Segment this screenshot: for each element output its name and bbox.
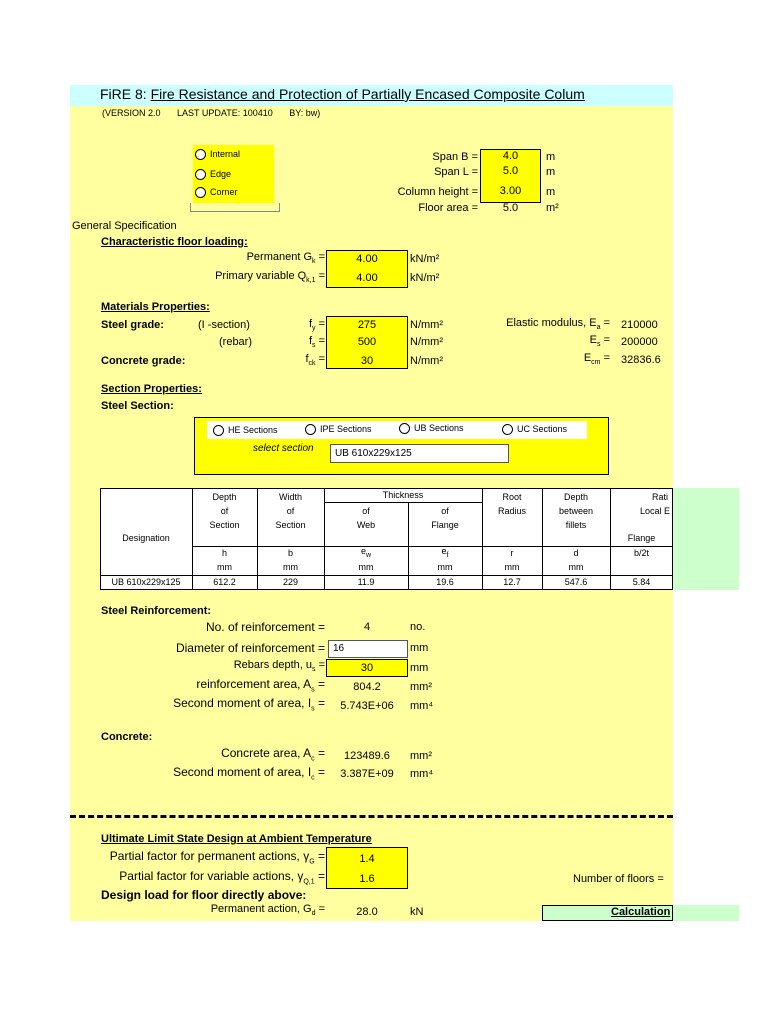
radio-ub-sections[interactable]: UB Sections (399, 423, 464, 434)
perm-action-unit: kN (410, 906, 424, 918)
th-depth: Depth of Section (209, 492, 240, 530)
column-height-label: Column height = (397, 186, 478, 198)
steel-moment-value: 5.743E+06 (340, 700, 394, 712)
concrete-heading: Concrete: (101, 731, 153, 743)
section-divider (70, 815, 673, 818)
calculation-button[interactable]: Calculation (611, 906, 671, 918)
page-title: FiRE 8: Fire Resistance and Protection of Partially Encased Composite Colum (100, 86, 585, 102)
rebar-depth-label: Rebars depth, $u_s$ = (233, 659, 325, 674)
concrete-grade-label: Concrete grade: (101, 355, 186, 367)
diameter-dropdown[interactable]: 16 (328, 640, 408, 658)
fy-unit: N/mm² (410, 319, 443, 331)
num-reinforcement-unit: no. (410, 621, 426, 633)
radio-uc-sections[interactable]: UC Sections (502, 424, 567, 435)
permanent-load-label: Permanent $G_k$ = (246, 251, 325, 266)
floor-area-label: Floor area = (418, 202, 478, 214)
span-l-unit: m (546, 166, 556, 178)
unit-ew: mm (358, 562, 374, 572)
section-dropdown[interactable]: UB 610x229x125 (330, 444, 509, 463)
var-factor-label: Partial factor for variable actions, $\gamma_{Q,1}$ = (119, 869, 325, 886)
radio-circle-icon (195, 149, 206, 160)
radio-circle-icon (399, 423, 410, 434)
radio-circle-icon (502, 424, 513, 435)
floor-area-value: 5.0 (502, 202, 519, 214)
concrete-moment-value: 3.387E+09 (340, 768, 394, 780)
th-flange: of Flange (431, 506, 459, 530)
num-reinforcement-value: 4 (363, 621, 371, 633)
floors-label: Number of floors = (573, 873, 664, 885)
th-between: Depth between fillets (558, 492, 594, 530)
concrete-moment-unit: mm⁴ (410, 768, 434, 780)
sym-ew: $e_w$ (360, 546, 372, 559)
th-thickness: Thickness (382, 490, 424, 500)
perm-factor-input[interactable]: 1.4 (359, 853, 375, 865)
fck-unit: N/mm² (410, 355, 443, 367)
column-height-unit: m (546, 186, 556, 198)
steel-moment-unit: mm⁴ (410, 700, 434, 712)
ecm-label: $E_{cm}$ = (583, 352, 610, 367)
th-flange-ratio: Flange (627, 533, 656, 543)
version-info: (VERSION 2.0 LAST UPDATE: 100410 BY: bw) (102, 108, 321, 118)
sym-b: b (287, 548, 293, 558)
radio-he-sections[interactable]: HE Sections (213, 425, 278, 436)
fs-label: $f_s$ = (308, 335, 325, 350)
span-b-unit: m (546, 151, 556, 163)
rebar-depth-input[interactable]: 30 (326, 659, 408, 677)
var-factor-input[interactable]: 1.6 (359, 873, 375, 885)
reinforcement-area-label: reinforcement area, $A_s$ = (196, 677, 325, 694)
materials-heading: Materials Properties: (101, 301, 210, 313)
span-l-label: Span L = (434, 166, 478, 178)
unit-d: mm (568, 562, 584, 572)
reinforcement-area-value: 804.2 (353, 681, 381, 693)
th-local: Local E (640, 506, 671, 516)
concrete-area-label: Concrete area, $A_c$ = (221, 746, 325, 763)
th-web: of Web (356, 506, 376, 530)
fy-input[interactable]: 275 (357, 319, 377, 331)
uls-heading: Ultimate Limit State Design at Ambient Temperature (101, 833, 372, 845)
row-ratio: 5.84 (632, 577, 651, 587)
ea-label: Elastic modulus, $E_a$ = (506, 317, 610, 332)
th-ratio: Rati (652, 492, 669, 502)
span-l-input[interactable]: 5.0 (502, 165, 519, 177)
offsheet-green-area (673, 488, 739, 590)
unit-ef: mm (437, 562, 453, 572)
radio-ipe-sections[interactable]: IPE Sections (305, 424, 372, 435)
select-section-label: select section (253, 443, 314, 454)
unit-b: mm (283, 562, 298, 572)
row-b: 229 (282, 577, 299, 587)
radio-corner[interactable]: Corner (195, 187, 238, 198)
steel-grade-label: Steel grade: (101, 319, 164, 331)
fs-input[interactable]: 500 (357, 336, 377, 348)
sym-ef: $e_f$ (441, 546, 449, 559)
reinforcement-area-unit: mm² (410, 681, 432, 693)
ea-value: 210000 (621, 319, 658, 331)
rebar-label: (rebar) (219, 336, 253, 348)
span-b-label: Span B = (432, 151, 478, 163)
row-h: 612.2 (213, 577, 236, 587)
th-root: Root Radius (497, 492, 526, 516)
steel-moment-label: Second moment of area, $I_s$ = (173, 696, 325, 713)
num-reinforcement-label: No. of reinforcement = (205, 620, 325, 634)
sym-h: h (221, 548, 227, 558)
isection-label: (I -section) (198, 319, 250, 331)
fs-unit: N/mm² (410, 336, 443, 348)
perm-action-label: Permanent action, $G_d$ = (210, 903, 325, 918)
row-r: 12.7 (503, 577, 521, 587)
sym-r: r (510, 548, 514, 558)
location-bracket (190, 203, 280, 212)
diameter-unit: mm (410, 642, 429, 654)
unit-r: mm (504, 562, 520, 572)
sym-d: d (573, 548, 579, 558)
ecm-value: 32836.6 (621, 354, 661, 366)
es-label: $E_s$ = (589, 334, 610, 349)
row-ew: 11.9 (357, 577, 375, 587)
reinforcement-heading: Steel Reinforcement: (101, 605, 212, 617)
concrete-moment-label: Second moment of area, $I_c$ = (173, 765, 325, 782)
unit-h: mm (217, 562, 232, 572)
fck-label: $f_{ck}$ = (305, 353, 325, 368)
row-ef: 19.6 (436, 577, 454, 587)
steel-section-label: Steel Section: (101, 400, 174, 412)
radio-circle-icon (213, 425, 224, 436)
floor-loading-heading: Characteristic floor loading: (101, 236, 248, 248)
radio-circle-icon (195, 169, 206, 180)
concrete-area-unit: mm² (410, 750, 432, 762)
es-value: 200000 (621, 336, 658, 348)
rebar-depth-unit: mm (410, 662, 429, 674)
th-width: Width of Section (275, 492, 306, 530)
design-load-heading: Design load for floor directly above: (101, 888, 307, 902)
radio-edge[interactable]: Edge (195, 169, 231, 180)
th-designation: Designation (122, 533, 170, 543)
diameter-label: Diameter of reinforcement = (175, 641, 325, 655)
variable-load-input[interactable]: 4.00 (356, 272, 378, 284)
permanent-load-unit: kN/m² (410, 253, 440, 265)
radio-internal[interactable]: Internal (195, 149, 240, 160)
span-b-input[interactable]: 4.0 (502, 150, 519, 162)
row-designation: UB 610x229x125 (111, 577, 181, 587)
permanent-load-input[interactable]: 4.00 (356, 253, 378, 265)
perm-action-value: 28.0 (356, 906, 378, 918)
row-line (100, 575, 673, 576)
floor-area-unit: m² (546, 202, 559, 214)
row-line (324, 502, 482, 503)
general-spec-heading: General Specification (72, 220, 177, 232)
column-height-input[interactable]: 3.00 (499, 185, 522, 197)
sym-b2t: b/2t (633, 548, 649, 558)
variable-load-label: Primary variable $Q_{k,1}$ = (215, 270, 325, 285)
concrete-area-value: 123489.6 (344, 750, 390, 762)
row-d: 547.6 (564, 577, 588, 587)
radio-circle-icon (195, 187, 206, 198)
fy-label: $f_y$ = (308, 318, 325, 333)
perm-factor-label: Partial factor for permanent actions, $\gamma_G$ = (109, 849, 325, 866)
section-heading: Section Properties: (101, 383, 202, 395)
variable-load-unit: kN/m² (410, 272, 440, 284)
fck-input[interactable]: 30 (360, 355, 374, 367)
radio-circle-icon (305, 424, 316, 435)
